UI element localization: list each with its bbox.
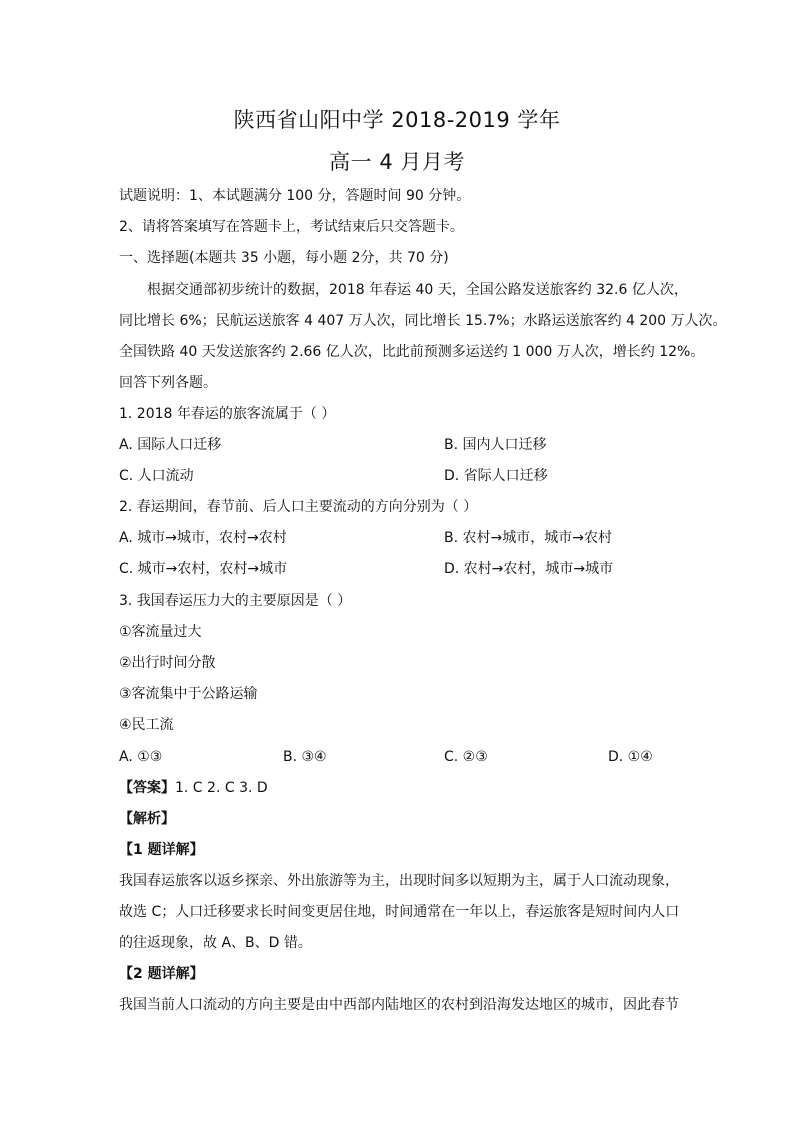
- passage-line-2: 同比增长 6%；民航运送旅客 4 407 万人次，同比增长 15.7%；水路运送旅客约 4 200 万人次。: [119, 313, 727, 329]
- question-2-option-b: B. 农村→城市，城市→农村: [444, 530, 612, 546]
- question-3-item-4: ④民工流: [119, 717, 174, 733]
- section-heading: 一、选择题(本题共 35 小题，每小题 2分，共 70 分): [119, 250, 449, 266]
- question-2-option-c: C. 城市→农村，农村→城市: [119, 561, 288, 577]
- question-1-option-b: B. 国内人口迁移: [444, 437, 547, 453]
- question-2-option-a: A. 城市→城市，农村→农村: [119, 530, 287, 546]
- question-1-stem: 1. 2018 年春运的旅客流属于（ ）: [119, 406, 336, 422]
- passage-line-3: 全国铁路 40 天发送旅客约 2.66 亿人次，比此前预测多运送约 1 000 万人次，增长约 12%。: [119, 344, 705, 360]
- question-3-option-b: B. ③④: [283, 749, 327, 765]
- question-3-option-c: C. ②③: [444, 749, 488, 765]
- instruction-line-1: 试题说明：1、本试题满分 100 分，答题时间 90 分钟。: [119, 188, 471, 204]
- answer-line: [119, 778, 268, 798]
- detail-1-line-2: 故选 C；人口迁移要求长时间变更居住地，时间通常在一年以上，春运旅客是短时间内人口: [119, 904, 680, 920]
- question-1-option-c: C. 人口流动: [119, 468, 194, 484]
- question-3-option-d: D. ①④: [608, 749, 653, 765]
- question-1-option-d: D. 省际人口迁移: [444, 468, 548, 484]
- detail-2-line-1: 我国当前人口流动的方向主要是由中西部内陆地区的农村到沿海发达地区的城市，因此春节: [119, 997, 679, 1013]
- answer-text: 1. C 2. C 3. D: [175, 780, 268, 796]
- answer-label: 【答案】: [119, 780, 175, 796]
- question-3-item-2: ②出行时间分散: [119, 655, 216, 671]
- document-title-line1: 陕西省山阳中学 2018-2019 学年: [233, 108, 561, 132]
- question-3-item-1: ①客流量过大: [119, 624, 202, 640]
- question-2-option-d: D. 农村→农村，城市→城市: [444, 561, 614, 577]
- detail-2-label: 【2 题详解】: [119, 966, 204, 982]
- analysis-label: 【解析】: [119, 811, 175, 827]
- question-2-stem: 2. 春运期间，春节前、后人口主要流动的方向分别为（ ）: [119, 499, 478, 515]
- question-3-stem: 3. 我国春运压力大的主要原因是（ ）: [119, 593, 352, 609]
- question-3-item-3: ③客流集中于公路运输: [119, 686, 258, 702]
- detail-1-line-3: 的往返现象，故 A、B、D 错。: [119, 935, 312, 951]
- passage-line-1: 根据交通部初步统计的数据，2018 年春运 40 天，全国公路发送旅客约 32.6 亿人次，: [147, 282, 688, 298]
- question-1-option-a: A. 国际人口迁移: [119, 437, 222, 453]
- question-3-option-a: A. ①③: [119, 749, 163, 765]
- detail-1-line-1: 我国春运旅客以返乡探亲、外出旅游等为主，出现时间多以短期为主，属于人口流动现象，: [119, 873, 679, 889]
- passage-line-4: 回答下列各题。: [119, 375, 217, 391]
- detail-1-label: 【1 题详解】: [119, 842, 204, 858]
- document-title-line2: 高一 4 月月考: [329, 150, 465, 174]
- instruction-line-2: 2、请将答案填写在答题卡上，考试结束后只交答题卡。: [119, 219, 464, 235]
